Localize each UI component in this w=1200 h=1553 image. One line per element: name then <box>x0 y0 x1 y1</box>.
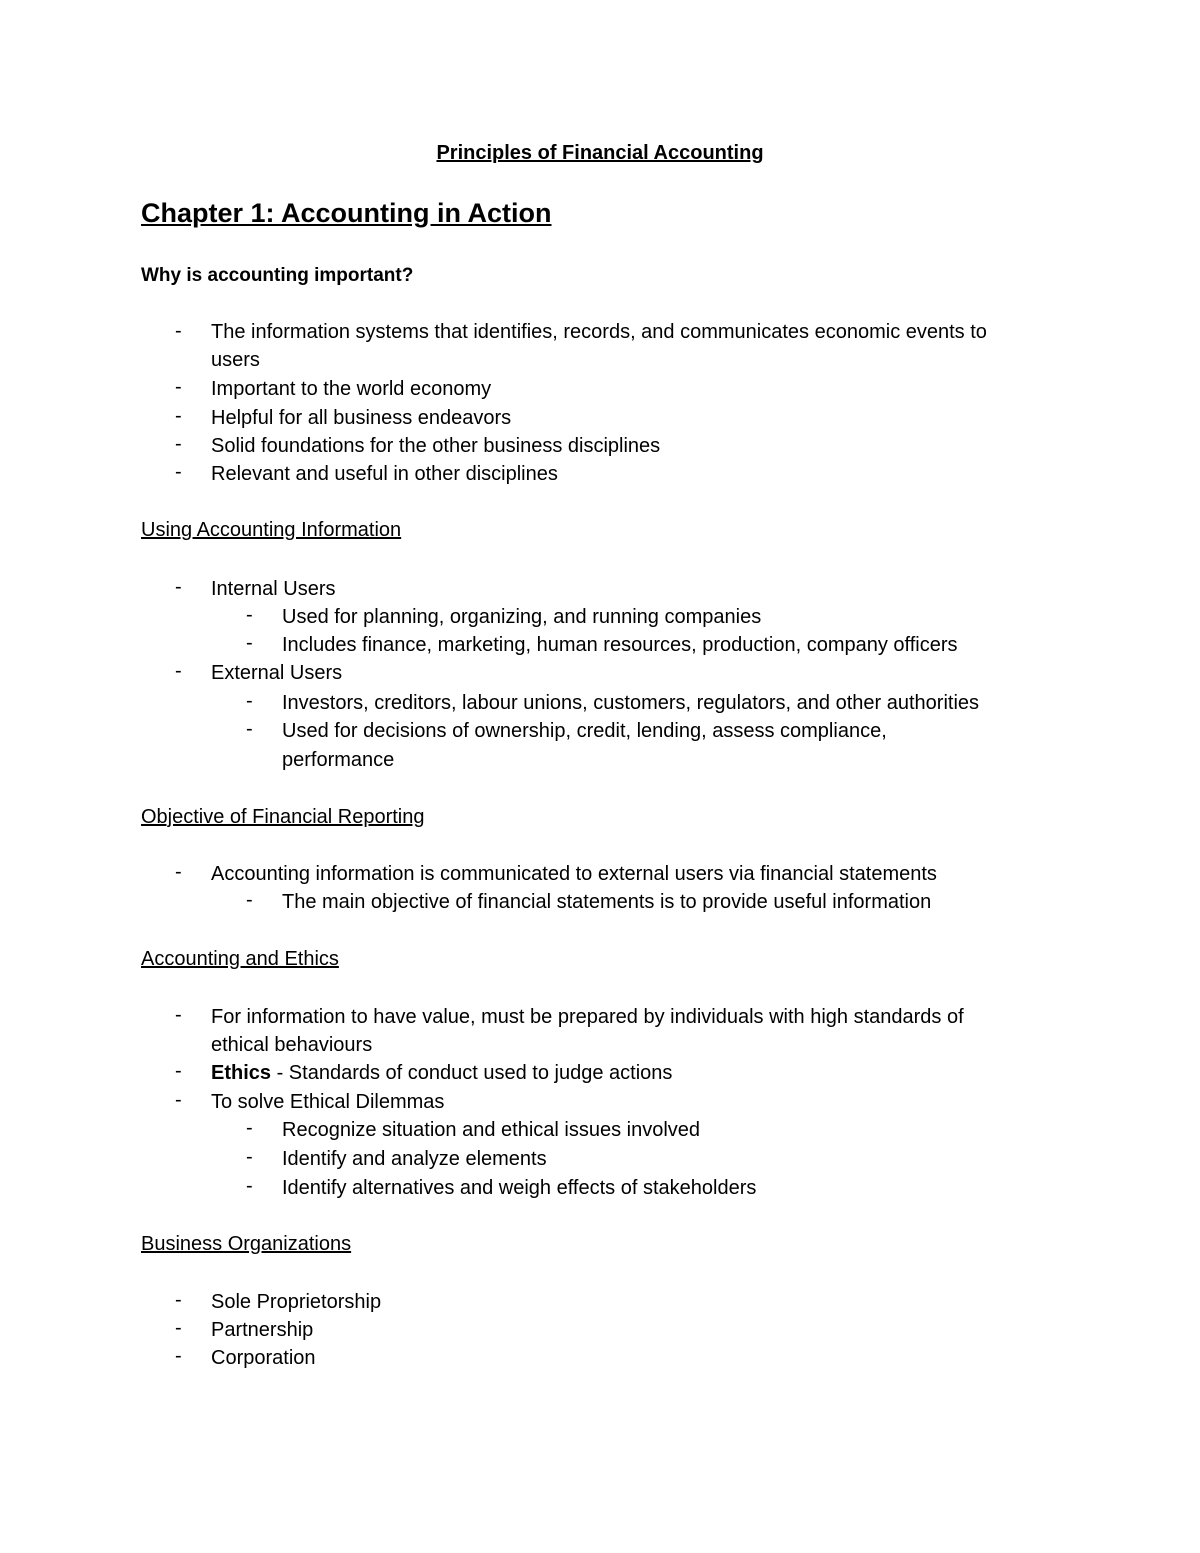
bullet-dash: - <box>246 632 253 654</box>
list-item: The information systems that identifies, records, and communicates economic events to <box>211 321 987 343</box>
list-item: Sole Proprietorship <box>211 1291 382 1313</box>
sub-list-item: Includes finance, marketing, human resources, production, company officers <box>282 634 958 656</box>
bullet-dash: - <box>246 1146 253 1168</box>
section-heading-objective: Objective of Financial Reporting <box>141 806 425 828</box>
section-heading-ethics: Accounting and Ethics <box>141 948 339 970</box>
bullet-dash: - <box>175 1089 182 1111</box>
bullet-dash: - <box>246 1175 253 1197</box>
list-item-continuation: ethical behaviours <box>211 1034 373 1056</box>
list-item: Relevant and useful in other disciplines <box>211 463 558 485</box>
list-item: Accounting information is communicated to external users via financial statements <box>211 863 937 885</box>
bullet-dash: - <box>175 1004 182 1026</box>
list-item: Helpful for all business endeavors <box>211 407 512 429</box>
bullet-dash: - <box>175 1060 182 1082</box>
bullet-dash: - <box>246 604 253 626</box>
bullet-dash: - <box>175 405 182 427</box>
bullet-dash: - <box>175 1345 182 1367</box>
document-title: Principles of Financial Accounting <box>436 142 764 164</box>
list-item: Solid foundations for the other business disciplines <box>211 435 661 457</box>
term-definition: - Standards of conduct used to judge actions <box>271 1062 673 1084</box>
list-item: External Users <box>211 662 343 684</box>
bullet-dash: - <box>175 660 182 682</box>
bullet-dash: - <box>246 889 253 911</box>
sub-list-item: Recognize situation and ethical issues involved <box>282 1119 701 1141</box>
sub-list-item: Identify and analyze elements <box>282 1148 547 1170</box>
list-item: To solve Ethical Dilemmas <box>211 1091 445 1113</box>
sub-list-item: Used for decisions of ownership, credit, lending, assess compliance, <box>282 720 887 742</box>
bullet-dash: - <box>175 861 182 883</box>
bullet-dash: - <box>175 433 182 455</box>
bullet-dash: - <box>246 718 253 740</box>
bullet-dash: - <box>175 1317 182 1339</box>
list-item: Partnership <box>211 1319 314 1341</box>
bullet-dash: - <box>175 576 182 598</box>
question-heading: Why is accounting important? <box>141 265 414 286</box>
section-heading-business: Business Organizations <box>141 1233 352 1255</box>
sub-list-item-continuation: performance <box>282 749 395 771</box>
list-item-definition <box>211 1059 672 1087</box>
bullet-dash: - <box>246 690 253 712</box>
bullet-dash: - <box>175 320 182 342</box>
section-heading-using: Using Accounting Information <box>141 519 402 541</box>
bullet-dash: - <box>246 1117 253 1139</box>
term-ethics: Ethics <box>211 1062 272 1084</box>
list-item: Corporation <box>211 1347 316 1369</box>
list-item: For information to have value, must be prepared by individuals with high standards of <box>211 1006 964 1028</box>
sub-list-item: Used for planning, organizing, and running companies <box>282 606 762 628</box>
sub-list-item: Identify alternatives and weigh effects of stakeholders <box>282 1177 757 1199</box>
sub-list-item: Investors, creditors, labour unions, customers, regulators, and other authorities <box>282 692 980 714</box>
list-item-continuation: users <box>211 349 260 371</box>
bullet-dash: - <box>175 376 182 398</box>
bullet-dash: - <box>175 1289 182 1311</box>
list-item: Internal Users <box>211 578 336 600</box>
list-item: Important to the world economy <box>211 378 492 400</box>
chapter-heading: Chapter 1: Accounting in Action <box>141 198 552 228</box>
bullet-dash: - <box>175 461 182 483</box>
sub-list-item: The main objective of financial statements is to provide useful information <box>282 891 932 913</box>
